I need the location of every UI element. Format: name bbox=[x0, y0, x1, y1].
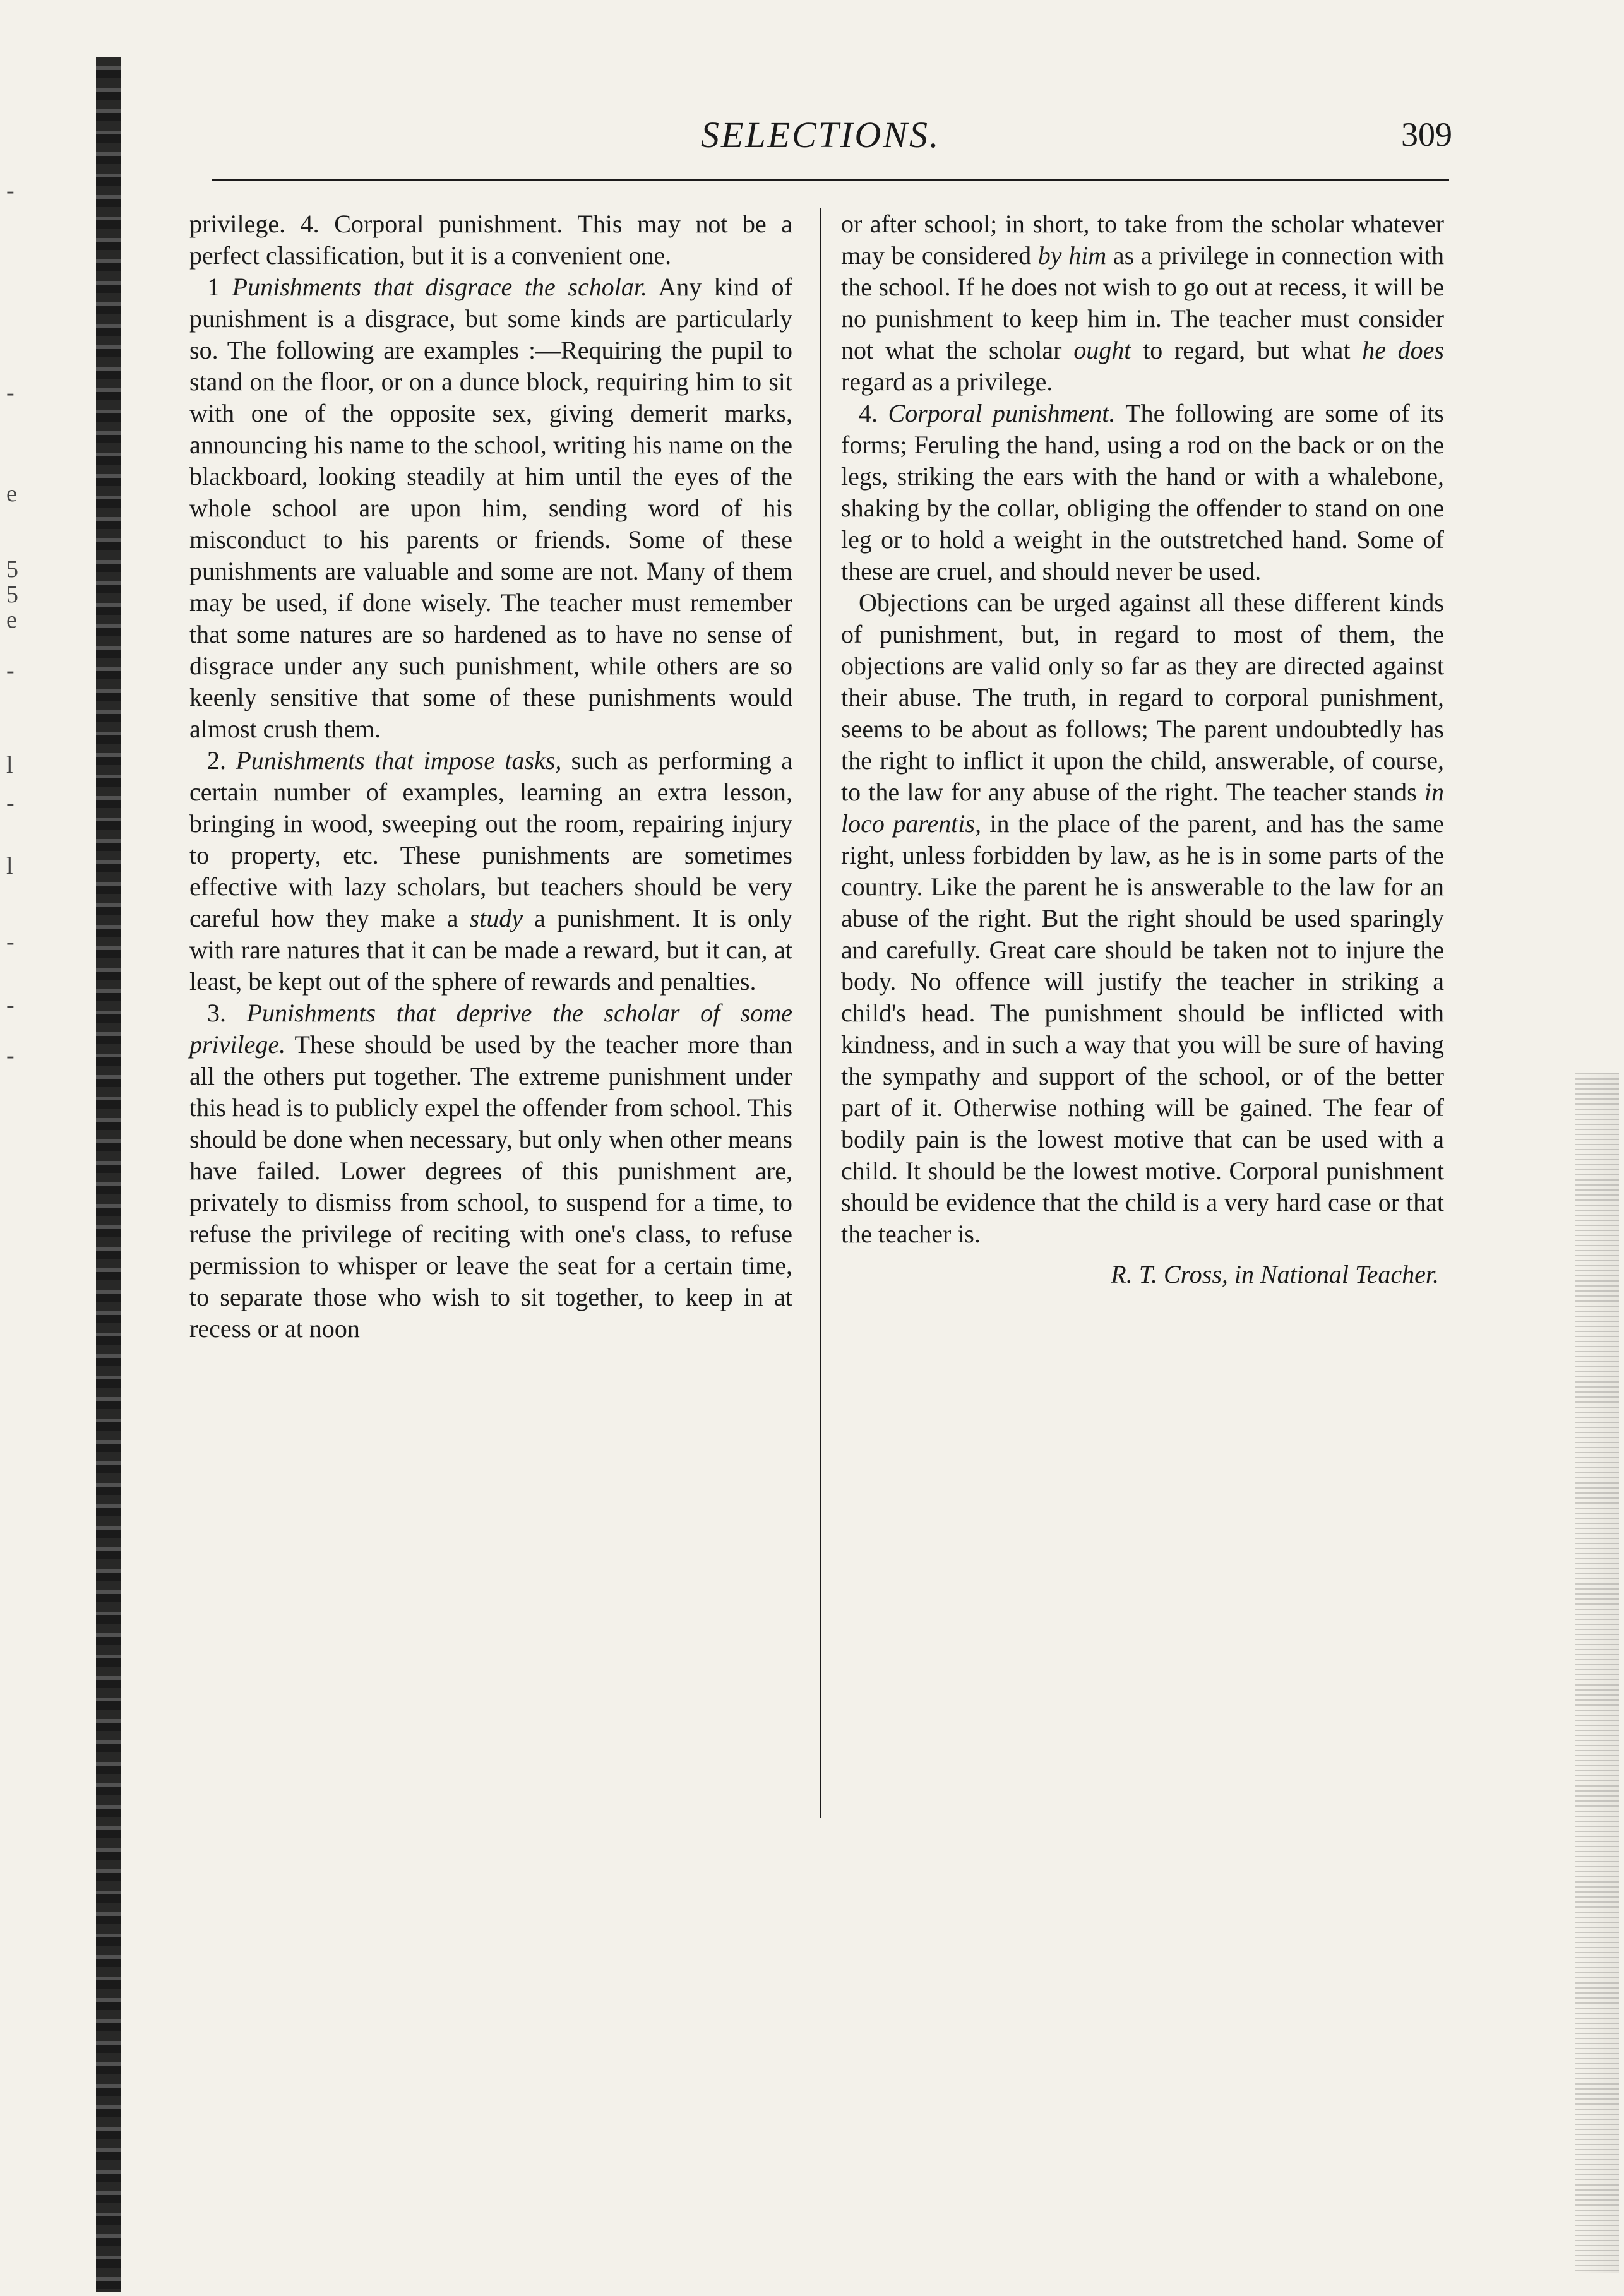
paragraph-text: to regard, but what bbox=[1131, 336, 1363, 364]
article-body bbox=[189, 208, 1452, 2014]
paragraph bbox=[189, 208, 792, 271]
item-number: 4. bbox=[859, 399, 888, 427]
paragraph bbox=[189, 271, 792, 745]
running-title: SELECTIONS. bbox=[701, 114, 941, 155]
margin-mark: - bbox=[6, 992, 15, 1018]
paragraph bbox=[189, 745, 792, 997]
section-heading: Punishments that impose tasks, bbox=[236, 746, 562, 775]
paragraph bbox=[841, 208, 1444, 398]
right-column bbox=[841, 208, 1444, 1290]
margin-mark: 5 bbox=[6, 556, 18, 583]
paragraph-text: These should be used by the teacher more than all the others put together. The extreme punishment under this head is to publicly expel the offender from school. This should be done when necessary, but only when other means have failed. Lower degrees of this punishment are, privately to dismiss from school, to suspend for a time, to refuse the privilege of reciting with one's class, to refuse permission to whisper or leave the seat for a certain time, to separate those who wish to sit together, to keep in at recess or at noon bbox=[189, 1030, 792, 1343]
margin-mark: - bbox=[6, 379, 15, 406]
section-heading: Punishments that deprive the scholar of some privilege. bbox=[189, 999, 793, 1059]
paragraph bbox=[189, 997, 792, 1345]
paragraph-text: in the place of the parent, and has the same right, unless forbidden by law, as he is in some parts of the country. Like the parent he is answerable to the law for an abuse of the right. But the right should be used sparingly and carefully. Great care should be taken not to injure the body. No offence will justify the teacher in striking a child's head. The punishment should be inflicted with kindness, and in such a way that you will be sure of having the sympathy and support of the school, or of the better part of it. Otherwise nothing will be gained. The fear of bodily pain is the lowest motive that can be used with a child. It should be the lowest motive. Corporal punishment should be evidence that the child is a very hard case or that the teacher is. bbox=[841, 809, 1444, 1248]
item-number: 2. bbox=[207, 746, 236, 775]
paragraph bbox=[841, 398, 1444, 587]
margin-mark: e bbox=[6, 480, 17, 507]
italic-word: ought bbox=[1073, 336, 1131, 364]
paragraph-text: Any kind of punishment is a disgrace, but some kinds are particularly so. The following are examples :—Requiring the pupil to stand on the floor, or on a dunce block, requiring him to sit with one of the opposite sex, giving demerit marks, announcing his name to the school, writing his name on the blackboard, looking steadily at him until the eyes of the whole school are upon him, sending word of his misconduct to his parents or friends. Some of these punishments are valuable and some are not. Many of them may be used, if done wisely. The teacher must remember that some natures are so hardened as to have no sense of disgrace under any such punishment, while others are so keenly sensitive that some of these punishments would almost crush them. bbox=[189, 273, 792, 743]
italic-word: study bbox=[469, 904, 523, 932]
item-number: 3. bbox=[207, 999, 247, 1027]
paragraph-text: privilege. 4. Corporal punishment. This may not be a perfect classification, but it is a convenient one. bbox=[189, 210, 792, 270]
margin-mark: e bbox=[6, 607, 17, 633]
margin-mark: 5 bbox=[6, 581, 18, 608]
italic-word: he does bbox=[1362, 336, 1445, 364]
margin-mark: - bbox=[6, 177, 15, 204]
page-edge-shadow bbox=[1575, 1073, 1619, 2273]
item-number: 1 bbox=[207, 273, 232, 301]
section-heading: Punishments that disgrace the scholar. bbox=[232, 273, 647, 301]
paragraph-text: Objections can be urged against all these different kinds of punishment, but, in regard to most of them, the objections are valid only so far as they are directed against their abuse. The truth, in regard to corporal punishment, seems to be about as follows; The parent undoubtedly has the right to inflict it upon the child, answerable, of course, to the law for any abuse of the right. The teacher stands bbox=[841, 588, 1444, 806]
italic-phrase: in loco parentis, bbox=[841, 778, 1444, 838]
paragraph bbox=[841, 587, 1444, 1250]
margin-mark: - bbox=[6, 1042, 15, 1069]
paragraph-text: or after school; in short, to take from the scholar whatever may be considered bbox=[841, 210, 1444, 270]
paragraph-text: regard as a privilege. bbox=[841, 367, 1053, 396]
paragraph-text: as a privilege in connection with the school. If he does not wish to go out at recess, it will be no punishment to keep him in. The teacher must consider not what the scholar bbox=[841, 241, 1444, 364]
left-margin-marks bbox=[6, 0, 82, 2296]
margin-mark: - bbox=[6, 929, 15, 955]
left-column bbox=[189, 208, 792, 1345]
column-divider bbox=[820, 208, 821, 1818]
page-number: 309 bbox=[1401, 116, 1452, 153]
margin-mark: - bbox=[6, 790, 15, 816]
section-heading: Corporal punishment. bbox=[888, 399, 1116, 427]
paragraph-text: such as performing a certain number of examples, learning an extra lesson, bringing in wood, sweeping out the room, repairing injury to property, etc. These punishments are sometimes effective with lazy scholars, but teachers should be very careful how they make a bbox=[189, 746, 792, 932]
header-rule bbox=[212, 179, 1449, 181]
margin-mark: - bbox=[6, 657, 15, 684]
page-header bbox=[189, 114, 1452, 177]
paragraph-text: The following are some of its forms; Feruling the hand, using a rod on the back or on the legs, striking the ears with the hand or with a whalebone, shaking by the collar, obliging the offender to stand on one leg or to hold a weight in the outstretched hand. Some of these are cruel, and should never be used. bbox=[841, 399, 1444, 585]
paragraph-text: a punishment. It is only with rare natures that it can be made a reward, but it can, at least, be kept out of the sphere of rewards and penalties. bbox=[189, 904, 792, 996]
margin-mark: l bbox=[6, 853, 13, 879]
margin-mark: l bbox=[6, 752, 13, 778]
binding-edge bbox=[96, 57, 121, 2292]
author-signature: R. T. Cross, in National Teacher. bbox=[1111, 1260, 1439, 1288]
italic-word: by him bbox=[1037, 241, 1107, 270]
